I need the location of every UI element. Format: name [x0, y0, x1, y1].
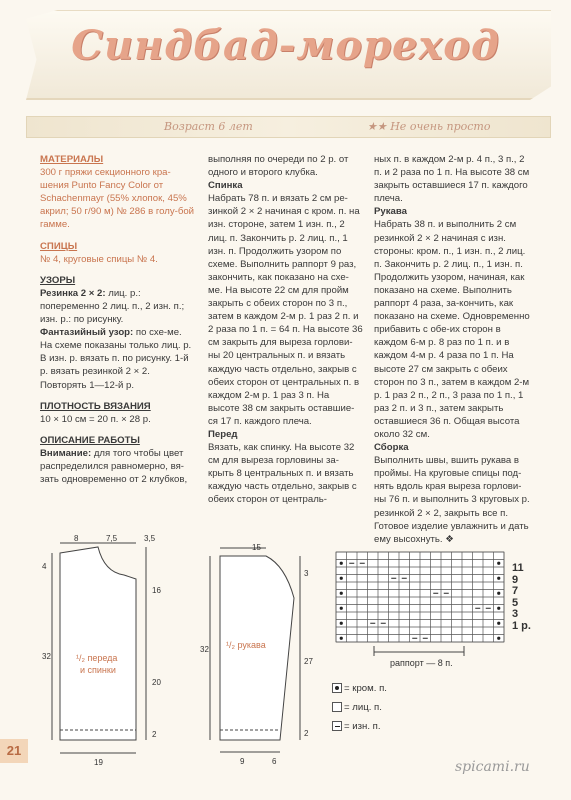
front-text: Вязать, как спинку. На высоте 32 см для выреза горловины за-крыть 8 центральных п. и вязать каждую часть отдельно, закрыв с обеих сторон от централь- — [208, 442, 357, 506]
knitting-chart — [330, 548, 530, 673]
rib-text: лиц. р.: попеременно 2 лиц. п., 2 изн. п.; изн. р.: по рисунку. — [40, 287, 185, 326]
difficulty-label: ★★ Не очень просто — [367, 120, 491, 133]
row-number: 5 — [512, 596, 519, 609]
gauge-heading: ПЛОТНОСТЬ ВЯЗАНИЯ — [40, 400, 151, 412]
dim-right-a: 16 — [152, 586, 161, 595]
patterns-heading: УЗОРЫ — [40, 274, 76, 286]
fancy-text: по схе-ме. На схеме показаны только лиц. р. В изн. р. вязать п. по рисунку. 1-й р. вязать резинкой 2 × 2. Повторять 1—12-й р. — [40, 327, 192, 391]
column-2 — [208, 153, 363, 507]
body-schematic — [40, 535, 210, 770]
sleeve-dim-right-c: 2 — [304, 729, 309, 738]
attention-text: для того чтобы цвет распределился равномерно, вя-зать одновременно от 2 клубков, — [40, 447, 188, 486]
sleeve-dim-right: 3 — [304, 569, 309, 578]
dim-bottom: 19 — [94, 758, 103, 767]
gauge-text: 10 × 10 см = 20 п. × 28 р. — [40, 413, 151, 425]
purl-stitch-icon — [332, 721, 342, 731]
assembly-heading: Сборка — [374, 442, 409, 454]
edge-stitch-mark — [340, 637, 343, 640]
fancy-label: Фантазийный узор: — [40, 327, 134, 339]
age-label: Возраст 6 лет — [164, 120, 253, 133]
sleeve-dim-bottom-b: 6 — [272, 757, 277, 766]
legend-item-purl: = изн. п. — [332, 721, 381, 732]
assembly-text: Выполнить швы, вшить рукава в проймы. На круговые спицы под-нять вдоль края выреза горлови-ны 76 п. и выполнить 3 круговых р. резинкой 2 × 2, закрыть все п. Готовое изделие увлажнить и дать ему высохнуть. ❖ — [374, 455, 530, 545]
info-strip — [26, 116, 551, 138]
rib-paragraph — [40, 287, 195, 326]
row-number: 7 — [512, 585, 519, 597]
fancy-paragraph — [40, 326, 195, 391]
attention-paragraph — [40, 447, 195, 486]
edge-stitch-icon — [332, 683, 342, 693]
watermark: spicami.ru — [455, 759, 530, 775]
sleeve-dim-top: 15 — [252, 543, 261, 552]
dim-right-b: 20 — [152, 678, 161, 687]
dim-top-c: 3,5 — [144, 535, 156, 543]
edge-stitch-mark — [340, 562, 343, 565]
front-continuation: ных п. в каждом 2-м р. 4 п., 3 п., 2 п. и 2 раза по 1 п. На высоте 38 см закрыть оставшиеся 17 п. каждого плеча. — [374, 154, 530, 205]
column-1 — [40, 153, 195, 486]
body-label-1: ¹/₂ переда — [76, 653, 118, 663]
body-label-2: и спинки — [80, 665, 116, 675]
materials-heading: МАТЕРИАЛЫ — [40, 154, 104, 165]
repeat-label: раппорт — 8 п. — [390, 658, 453, 668]
sleeves-heading: Рукава — [374, 206, 407, 218]
dim-right-c: 2 — [152, 730, 157, 739]
edge-stitch-mark — [497, 562, 500, 565]
front-heading: Перед — [208, 428, 238, 440]
edge-stitch-mark — [497, 577, 500, 580]
sleeve-dim-right-b: 27 — [304, 657, 313, 666]
edge-stitch-mark — [340, 577, 343, 580]
row-numbers — [512, 563, 531, 632]
rib-label: Резинка 2 × 2: — [40, 287, 106, 299]
page-number: 21 — [0, 739, 28, 763]
dim-left-total: 32 — [42, 652, 51, 661]
intro-text: выполняя по очереди по 2 р. от одного и второго клубка. — [208, 154, 349, 179]
description-heading: ОПИСАНИЕ РАБОТЫ — [40, 434, 140, 446]
edge-stitch-mark — [340, 592, 343, 595]
edge-stitch-mark — [497, 622, 500, 625]
back-text: Набрать 78 п. и вязать 2 см ре-зинкой 2 × 2 начиная с кром. п. на изн. стороне, затем 1 изн. п., 2 лиц. п. Закончить р. 2 лиц. п., 1 изн. п. Продолжить узором по схеме. Выполнить раппорт 9 раз, закончить, как показано на схе-ме. На высоте 22 см для пройм закрыть с обеих сторон по 3 п., затем в каждом 2-м р. 1 раз 2 п. и 2 раза по 1 п. = 64 п. На высоте 36 см закрыть для выреза горлови-ны 20 центральных п. и вязать каждую часть отдельно, закрыв с обеих сторон от центральных п. в каждом 2-м р. 1 раз 3 п. На высоте 38 см закрыть оставшие-ся 17 п. каждого плеча. — [208, 193, 363, 427]
sleeve-dim-bottom-a: 9 — [240, 757, 245, 766]
legend-item-knit: = лиц. п. — [332, 702, 382, 713]
row-number: 3 — [512, 608, 519, 620]
back-heading: Спинка — [208, 180, 243, 192]
dim-top-b: 7,5 — [106, 535, 118, 543]
page-title: Синдбад-мореход — [71, 22, 500, 69]
edge-stitch-mark — [497, 592, 500, 595]
sleeve-schematic — [196, 540, 316, 770]
edge-stitch-mark — [340, 607, 343, 610]
attention-label: Внимание: — [40, 447, 92, 459]
row-number: 9 — [512, 573, 519, 586]
dim-top-a: 8 — [74, 535, 79, 543]
sleeves-text: Набрать 38 п. и выполнить 2 см резинкой 2 × 2 начиная с изн. стороны: кром. п., 1 изн. п., 2 лиц. п. Закончить р. 2 лиц. п., 1 изн. п. Продолжить узором, начиная, как показано на схеме. Выполнить раппорт 4 раза, за-кончить, как показано на схеме. Одновременно прибавить с обе-их сторон в каждом 6-м р. 8 раз по 1 п. и в каждом 4-м р. 4 раза по 1 п. На высоте 27 см закрыть с обеих сторон по 3 п., затем в каждом 2-м р. 1 раз 2 п., 2 п., 3 раза по 1 п., 1 раз 2 п. и 3 п., затем закрыть оставшиеся 36 п. Общая высота около 32 см. — [374, 219, 530, 440]
column-3 — [374, 153, 532, 546]
legend-item-edge: = кром. п. — [332, 683, 387, 694]
edge-stitch-mark — [497, 607, 500, 610]
edge-stitch-mark — [340, 622, 343, 625]
needles-text: № 4, круговые спицы № 4. — [40, 253, 158, 265]
knit-stitch-icon — [332, 702, 342, 712]
needles-heading: СПИЦЫ — [40, 240, 78, 252]
row-number: 1 р. — [512, 619, 531, 632]
row-number: 11 — [512, 562, 524, 574]
sleeve-dim-left: 32 — [200, 645, 209, 654]
edge-stitch-mark — [497, 637, 500, 640]
materials-text: 300 г пряжи секционного кра-шения Punto Fancy Color от Schachenmayr (55% хлопок, 45% акрил; 50 г/90 м) № 286 в голу-бой гамме. — [40, 167, 195, 231]
dim-left-a: 4 — [42, 562, 47, 571]
sleeve-label: ¹/₂ рукава — [226, 640, 266, 650]
